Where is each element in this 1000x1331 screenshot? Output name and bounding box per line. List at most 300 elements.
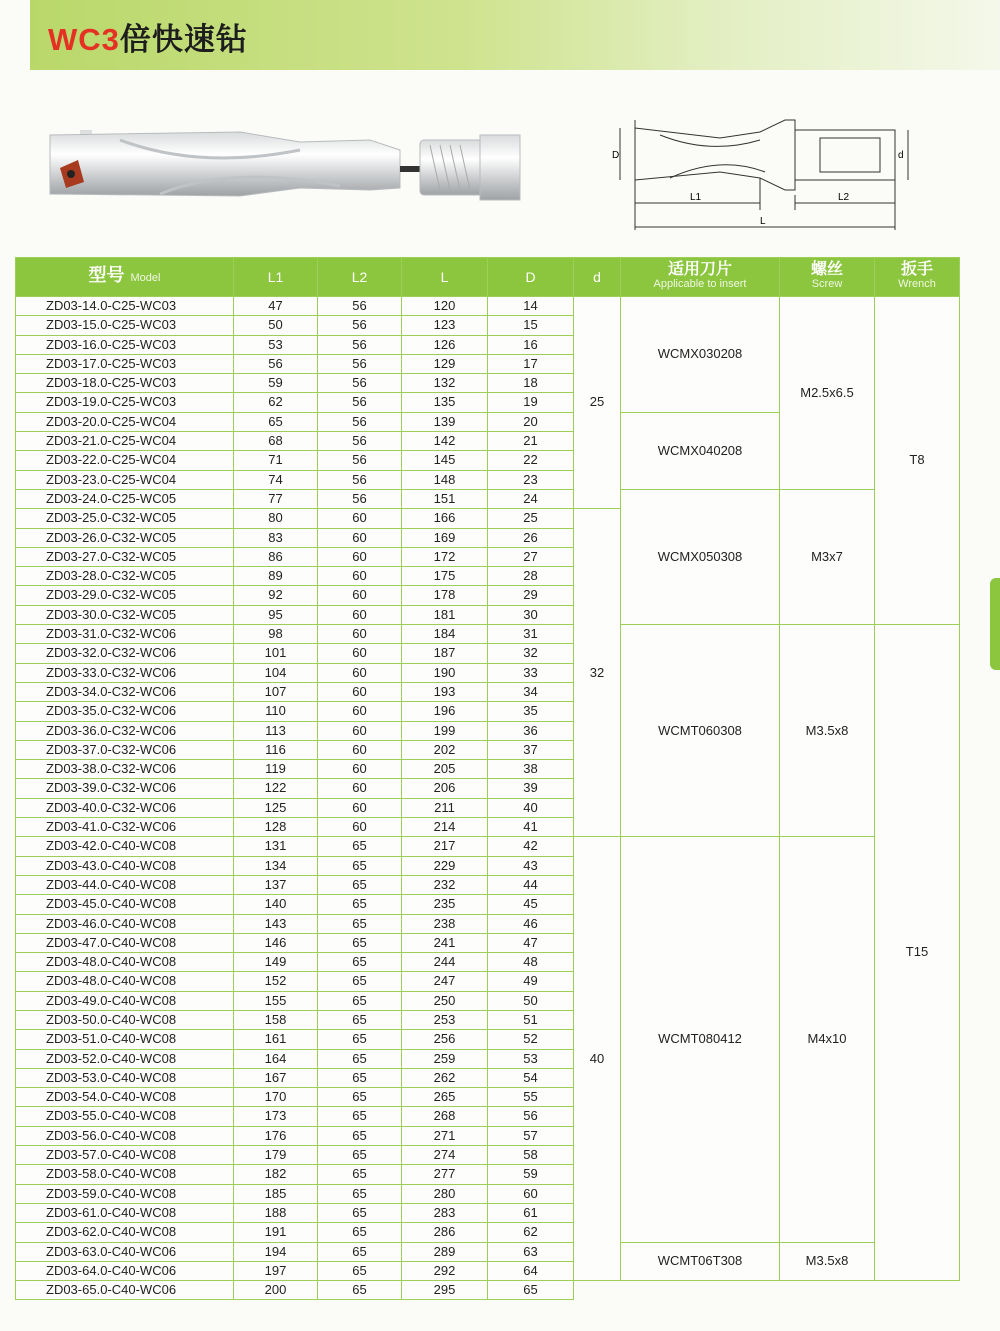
model-cell: ZD03-39.0-C32-WC06 [16,779,234,798]
l-cell: 205 [402,760,488,779]
l2-cell: 56 [318,432,402,451]
l-cell: 217 [402,837,488,856]
l1-cell: 98 [234,625,318,644]
model-cell: ZD03-33.0-C32-WC06 [16,663,234,682]
l-cell: 244 [402,953,488,972]
D-cell: 32 [488,644,574,663]
l-cell: 259 [402,1049,488,1068]
l1-cell: 176 [234,1126,318,1145]
l-cell: 135 [402,393,488,412]
l2-cell: 65 [318,1203,402,1222]
model-cell: ZD03-18.0-C25-WC03 [16,374,234,393]
D-cell: 50 [488,991,574,1010]
l-cell: 265 [402,1088,488,1107]
l-cell: 132 [402,374,488,393]
D-cell: 35 [488,702,574,721]
l1-cell: 161 [234,1030,318,1049]
l1-cell: 197 [234,1261,318,1280]
l2-cell: 65 [318,1088,402,1107]
l1-cell: 143 [234,914,318,933]
l2-cell: 65 [318,914,402,933]
l2-cell: 60 [318,509,402,528]
model-cell: ZD03-42.0-C40-WC08 [16,837,234,856]
l-cell: 178 [402,586,488,605]
l2-cell: 60 [318,682,402,701]
l2-cell: 60 [318,644,402,663]
model-cell: ZD03-24.0-C25-WC05 [16,489,234,508]
l1-cell: 191 [234,1223,318,1242]
l2-cell: 56 [318,412,402,431]
model-cell: ZD03-14.0-C25-WC03 [16,297,234,316]
l1-cell: 101 [234,644,318,663]
col-d: d [574,258,621,297]
D-cell: 53 [488,1049,574,1068]
l1-cell: 83 [234,528,318,547]
l1-cell: 86 [234,547,318,566]
model-cell: ZD03-29.0-C32-WC05 [16,586,234,605]
D-cell: 30 [488,605,574,624]
l-cell: 238 [402,914,488,933]
l1-cell: 110 [234,702,318,721]
D-cell: 45 [488,895,574,914]
l1-cell: 182 [234,1165,318,1184]
l1-cell: 74 [234,470,318,489]
l2-cell: 60 [318,528,402,547]
l2-cell: 56 [318,335,402,354]
drill-photo [40,110,580,230]
l1-cell: 68 [234,432,318,451]
l1-cell: 125 [234,798,318,817]
screw-cell: M4x10 [780,837,875,1242]
l-cell: 187 [402,644,488,663]
l-cell: 277 [402,1165,488,1184]
insert-cell: WCMX050308 [621,489,780,624]
l-cell: 139 [402,412,488,431]
l-cell: 126 [402,335,488,354]
model-cell: ZD03-43.0-C40-WC08 [16,856,234,875]
col-wrench: 扳手 Wrench [875,258,960,297]
D-cell: 28 [488,567,574,586]
l-cell: 172 [402,547,488,566]
D-cell: 25 [488,509,574,528]
col-D: D [488,258,574,297]
model-cell: ZD03-61.0-C40-WC08 [16,1203,234,1222]
model-cell: ZD03-28.0-C32-WC05 [16,567,234,586]
table-header-row [16,258,960,297]
l2-cell: 65 [318,1184,402,1203]
model-cell: ZD03-48.0-C40-WC08 [16,972,234,991]
l-cell: 262 [402,1068,488,1087]
l2-cell: 65 [318,1242,402,1261]
svg-text:L: L [760,216,766,227]
D-cell: 60 [488,1184,574,1203]
D-cell: 40 [488,798,574,817]
table-row [16,1242,960,1261]
l2-cell: 60 [318,663,402,682]
l1-cell: 56 [234,354,318,373]
D-cell: 42 [488,837,574,856]
D-cell: 43 [488,856,574,875]
model-cell: ZD03-54.0-C40-WC08 [16,1088,234,1107]
l-cell: 235 [402,895,488,914]
l2-cell: 56 [318,470,402,489]
l-cell: 202 [402,740,488,759]
D-cell: 48 [488,953,574,972]
D-cell: 44 [488,875,574,894]
D-cell: 46 [488,914,574,933]
D-cell: 61 [488,1203,574,1222]
l-cell: 169 [402,528,488,547]
l1-cell: 62 [234,393,318,412]
model-cell: ZD03-22.0-C25-WC04 [16,451,234,470]
col-model: 型号 Model [16,258,234,297]
D-cell: 54 [488,1068,574,1087]
l2-cell: 60 [318,779,402,798]
spec-table [15,257,960,1300]
l2-cell: 65 [318,972,402,991]
l2-cell: 65 [318,1126,402,1145]
l1-cell: 185 [234,1184,318,1203]
l2-cell: 60 [318,625,402,644]
D-cell: 18 [488,374,574,393]
col-l: L [402,258,488,297]
l1-cell: 59 [234,374,318,393]
l2-cell: 65 [318,991,402,1010]
D-cell: 57 [488,1126,574,1145]
model-cell: ZD03-50.0-C40-WC08 [16,1010,234,1029]
l1-cell: 92 [234,586,318,605]
model-cell: ZD03-49.0-C40-WC08 [16,991,234,1010]
l1-cell: 158 [234,1010,318,1029]
model-cell: ZD03-56.0-C40-WC08 [16,1126,234,1145]
model-cell: ZD03-16.0-C25-WC03 [16,335,234,354]
model-cell: ZD03-34.0-C32-WC06 [16,682,234,701]
model-cell: ZD03-63.0-C40-WC06 [16,1242,234,1261]
l2-cell: 60 [318,798,402,817]
D-cell: 65 [488,1281,574,1300]
l-cell: 232 [402,875,488,894]
l-cell: 241 [402,933,488,952]
l1-cell: 167 [234,1068,318,1087]
l1-cell: 47 [234,297,318,316]
model-cell: ZD03-31.0-C32-WC06 [16,625,234,644]
l-cell: 190 [402,663,488,682]
model-cell: ZD03-25.0-C32-WC05 [16,509,234,528]
l-cell: 283 [402,1203,488,1222]
model-cell: ZD03-52.0-C40-WC08 [16,1049,234,1068]
l2-cell: 60 [318,586,402,605]
l-cell: 274 [402,1146,488,1165]
l1-cell: 116 [234,740,318,759]
l-cell: 247 [402,972,488,991]
model-cell: ZD03-38.0-C32-WC06 [16,760,234,779]
model-cell: ZD03-53.0-C40-WC08 [16,1068,234,1087]
l2-cell: 60 [318,605,402,624]
l-cell: 193 [402,682,488,701]
l2-cell: 56 [318,374,402,393]
l1-cell: 146 [234,933,318,952]
l1-cell: 149 [234,953,318,972]
l-cell: 250 [402,991,488,1010]
D-cell: 31 [488,625,574,644]
model-cell: ZD03-30.0-C32-WC05 [16,605,234,624]
l2-cell: 65 [318,895,402,914]
D-cell: 58 [488,1146,574,1165]
l2-cell: 56 [318,393,402,412]
D-cell: 21 [488,432,574,451]
d-cell: 25 [574,297,621,509]
l1-cell: 179 [234,1146,318,1165]
model-cell: ZD03-57.0-C40-WC08 [16,1146,234,1165]
l1-cell: 80 [234,509,318,528]
model-cell: ZD03-55.0-C40-WC08 [16,1107,234,1126]
model-cell: ZD03-64.0-C40-WC06 [16,1261,234,1280]
model-cell: ZD03-40.0-C32-WC06 [16,798,234,817]
D-cell: 55 [488,1088,574,1107]
l2-cell: 65 [318,1107,402,1126]
D-cell: 36 [488,721,574,740]
svg-text:D: D [612,150,620,161]
D-cell: 38 [488,760,574,779]
model-cell: ZD03-48.0-C40-WC08 [16,953,234,972]
l1-cell: 200 [234,1281,318,1300]
D-cell: 47 [488,933,574,952]
l-cell: 166 [402,509,488,528]
model-cell: ZD03-37.0-C32-WC06 [16,740,234,759]
l-cell: 211 [402,798,488,817]
l-cell: 289 [402,1242,488,1261]
l2-cell: 65 [318,1010,402,1029]
model-cell: ZD03-21.0-C25-WC04 [16,432,234,451]
svg-text:d: d [898,150,904,161]
l-cell: 286 [402,1223,488,1242]
screw-cell: M3.5x8 [780,1242,875,1281]
model-cell: ZD03-26.0-C32-WC05 [16,528,234,547]
model-cell: ZD03-41.0-C32-WC06 [16,818,234,837]
insert-cell: WCMX030208 [621,297,780,413]
l1-cell: 155 [234,991,318,1010]
l2-cell: 65 [318,933,402,952]
D-cell: 51 [488,1010,574,1029]
l1-cell: 77 [234,489,318,508]
l1-cell: 122 [234,779,318,798]
l2-cell: 60 [318,702,402,721]
l-cell: 184 [402,625,488,644]
l1-cell: 137 [234,875,318,894]
insert-cell: WCMT060308 [621,625,780,837]
l1-cell: 113 [234,721,318,740]
side-tab [990,578,1000,670]
l2-cell: 65 [318,1030,402,1049]
D-cell: 33 [488,663,574,682]
table-row [16,837,960,856]
svg-text:L1: L1 [690,192,702,203]
col-l2: L2 [318,258,402,297]
l-cell: 292 [402,1261,488,1280]
l-cell: 268 [402,1107,488,1126]
model-cell: ZD03-20.0-C25-WC04 [16,412,234,431]
D-cell: 52 [488,1030,574,1049]
l2-cell: 65 [318,856,402,875]
l2-cell: 56 [318,489,402,508]
l-cell: 271 [402,1126,488,1145]
l2-cell: 60 [318,547,402,566]
l1-cell: 134 [234,856,318,875]
D-cell: 62 [488,1223,574,1242]
dimension-diagram [600,100,930,240]
l2-cell: 65 [318,837,402,856]
screw-cell: M3x7 [780,489,875,624]
l2-cell: 65 [318,1281,402,1300]
l2-cell: 60 [318,567,402,586]
l1-cell: 173 [234,1107,318,1126]
l1-cell: 152 [234,972,318,991]
l-cell: 280 [402,1184,488,1203]
l2-cell: 65 [318,1223,402,1242]
D-cell: 64 [488,1261,574,1280]
D-cell: 20 [488,412,574,431]
D-cell: 19 [488,393,574,412]
col-insert: 适用刀片 Applicable to insert [621,258,780,297]
model-cell: ZD03-58.0-C40-WC08 [16,1165,234,1184]
l-cell: 120 [402,297,488,316]
insert-cell: WCMT080412 [621,837,780,1242]
l2-cell: 65 [318,1261,402,1280]
l-cell: 253 [402,1010,488,1029]
l2-cell: 60 [318,760,402,779]
l2-cell: 65 [318,1068,402,1087]
l-cell: 206 [402,779,488,798]
l2-cell: 56 [318,316,402,335]
l-cell: 181 [402,605,488,624]
l-cell: 175 [402,567,488,586]
l2-cell: 65 [318,875,402,894]
svg-text:L2: L2 [838,192,850,203]
l2-cell: 56 [318,354,402,373]
model-cell: ZD03-62.0-C40-WC08 [16,1223,234,1242]
col-screw: 螺丝 Screw [780,258,875,297]
model-cell: ZD03-51.0-C40-WC08 [16,1030,234,1049]
l1-cell: 131 [234,837,318,856]
l1-cell: 53 [234,335,318,354]
model-cell: ZD03-45.0-C40-WC08 [16,895,234,914]
l1-cell: 194 [234,1242,318,1261]
model-cell: ZD03-32.0-C32-WC06 [16,644,234,663]
screw-cell: M3.5x8 [780,625,875,837]
l-cell: 123 [402,316,488,335]
wrench-cell: T8 [875,297,960,625]
l1-cell: 95 [234,605,318,624]
D-cell: 29 [488,586,574,605]
l1-cell: 170 [234,1088,318,1107]
l2-cell: 56 [318,297,402,316]
D-cell: 24 [488,489,574,508]
l2-cell: 65 [318,1049,402,1068]
l-cell: 199 [402,721,488,740]
model-cell: ZD03-23.0-C25-WC04 [16,470,234,489]
model-cell: ZD03-59.0-C40-WC08 [16,1184,234,1203]
l1-cell: 140 [234,895,318,914]
model-cell: ZD03-46.0-C40-WC08 [16,914,234,933]
table-row [16,625,960,644]
l1-cell: 71 [234,451,318,470]
D-cell: 41 [488,818,574,837]
l1-cell: 107 [234,682,318,701]
model-cell: ZD03-15.0-C25-WC03 [16,316,234,335]
l1-cell: 188 [234,1203,318,1222]
l-cell: 142 [402,432,488,451]
l1-cell: 128 [234,818,318,837]
l1-cell: 119 [234,760,318,779]
model-cell: ZD03-44.0-C40-WC08 [16,875,234,894]
col-l1: L1 [234,258,318,297]
model-cell: ZD03-35.0-C32-WC06 [16,702,234,721]
page-title: WC3倍快速钻 [48,22,248,57]
D-cell: 63 [488,1242,574,1261]
d-cell: 40 [574,837,621,1281]
l-cell: 148 [402,470,488,489]
D-cell: 39 [488,779,574,798]
model-cell: ZD03-27.0-C32-WC05 [16,547,234,566]
D-cell: 59 [488,1165,574,1184]
D-cell: 56 [488,1107,574,1126]
l2-cell: 60 [318,721,402,740]
D-cell: 14 [488,297,574,316]
l-cell: 229 [402,856,488,875]
l2-cell: 60 [318,740,402,759]
D-cell: 23 [488,470,574,489]
l2-cell: 65 [318,953,402,972]
insert-cell: WCMT06T308 [621,1242,780,1281]
l1-cell: 89 [234,567,318,586]
l2-cell: 65 [318,1165,402,1184]
l-cell: 129 [402,354,488,373]
D-cell: 26 [488,528,574,547]
screw-cell: M2.5x6.5 [780,297,875,490]
wrench-cell: T15 [875,625,960,1281]
l2-cell: 60 [318,818,402,837]
model-cell: ZD03-65.0-C40-WC06 [16,1281,234,1300]
D-cell: 15 [488,316,574,335]
l-cell: 145 [402,451,488,470]
D-cell: 27 [488,547,574,566]
l2-cell: 65 [318,1146,402,1165]
model-cell: ZD03-36.0-C32-WC06 [16,721,234,740]
model-cell: ZD03-47.0-C40-WC08 [16,933,234,952]
D-cell: 37 [488,740,574,759]
table-row [16,1281,960,1300]
D-cell: 16 [488,335,574,354]
model-cell: ZD03-19.0-C25-WC03 [16,393,234,412]
D-cell: 17 [488,354,574,373]
model-cell: ZD03-17.0-C25-WC03 [16,354,234,373]
D-cell: 22 [488,451,574,470]
l1-cell: 50 [234,316,318,335]
l-cell: 295 [402,1281,488,1300]
D-cell: 49 [488,972,574,991]
l1-cell: 104 [234,663,318,682]
l-cell: 214 [402,818,488,837]
d-cell: 32 [574,509,621,837]
l1-cell: 164 [234,1049,318,1068]
l2-cell: 56 [318,451,402,470]
l-cell: 151 [402,489,488,508]
l-cell: 256 [402,1030,488,1049]
l1-cell: 65 [234,412,318,431]
insert-cell: WCMX040208 [621,412,780,489]
D-cell: 34 [488,682,574,701]
table-body [16,297,960,1300]
